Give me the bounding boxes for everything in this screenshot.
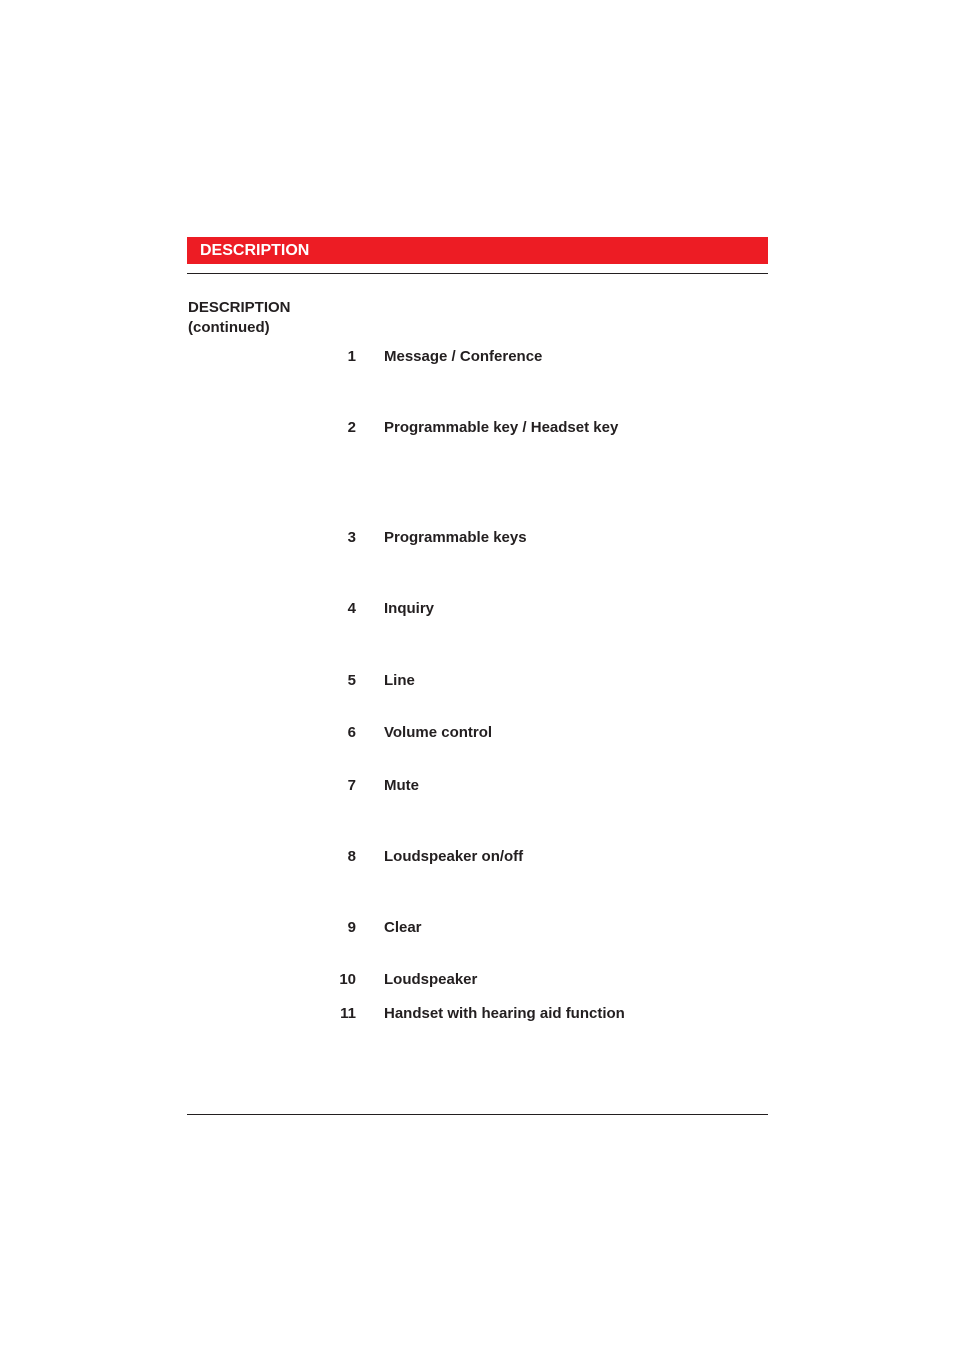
item-label: Message / Conference [384, 348, 543, 365]
item-label: Inquiry [384, 600, 435, 617]
item-number: 3 [347, 529, 356, 546]
item-number: 7 [347, 777, 356, 794]
item-label: Clear [384, 919, 422, 936]
section-title: DESCRIPTION [188, 299, 291, 316]
item-number: 1 [347, 348, 356, 365]
item-label: Line [384, 672, 415, 689]
item-label: Loudspeaker on/off [384, 848, 524, 865]
item-label: Programmable keys [384, 529, 527, 546]
bottom-divider [187, 1114, 768, 1115]
section-header-bar [187, 237, 768, 264]
item-number: 11 [340, 1005, 356, 1022]
item-number: 8 [347, 848, 356, 865]
item-label: Mute [384, 777, 419, 794]
item-number: 4 [347, 600, 356, 617]
item-label: Programmable key / Headset key [384, 419, 619, 436]
item-number: 6 [347, 724, 356, 741]
item-number: 9 [347, 919, 356, 936]
header-title: DESCRIPTION [200, 242, 310, 259]
item-number: 10 [339, 971, 356, 988]
item-number: 2 [347, 419, 356, 436]
item-label: Volume control [384, 724, 493, 741]
item-number: 5 [347, 672, 356, 689]
item-label: Handset with hearing aid function [384, 1005, 625, 1022]
top-divider [187, 273, 768, 274]
item-label: Loudspeaker [384, 971, 478, 988]
section-label [188, 298, 291, 338]
section-subtitle: (continued) [188, 319, 270, 336]
